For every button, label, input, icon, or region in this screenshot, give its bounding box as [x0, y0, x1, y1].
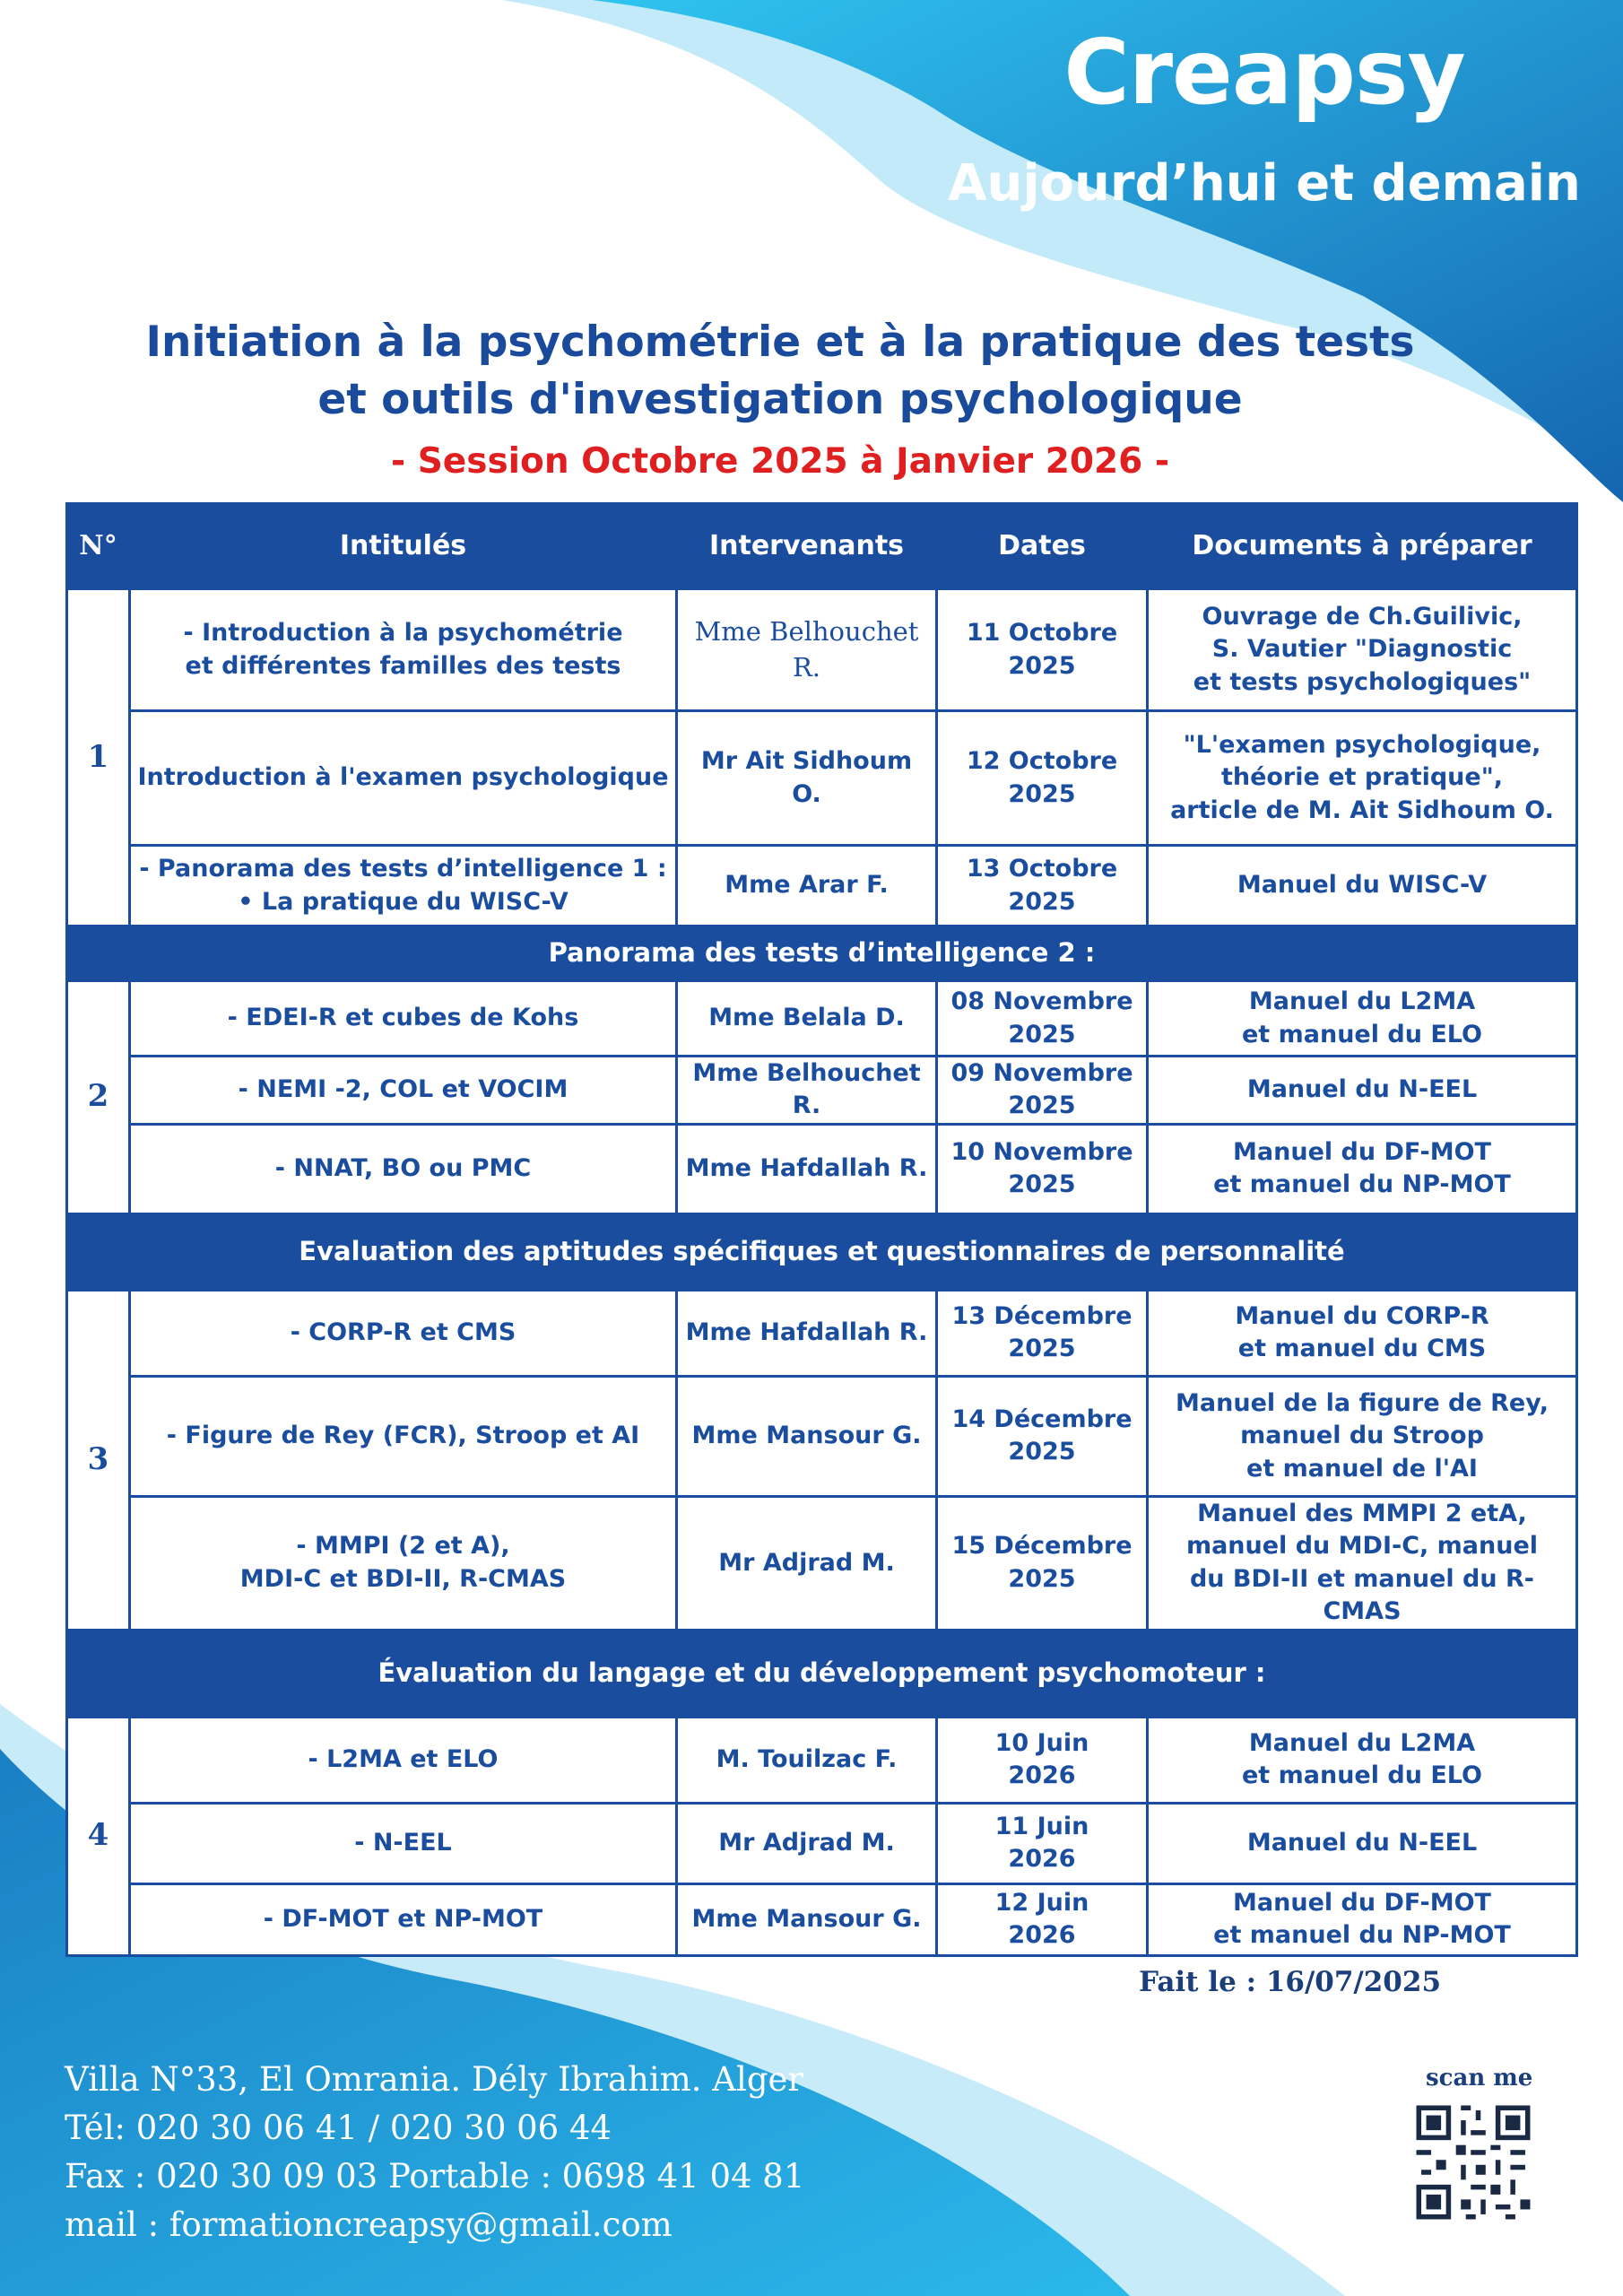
documents: Manuel de la figure de Rey, manuel du Stroop et manuel de l'AI: [1148, 1376, 1577, 1496]
documents: Ouvrage de Ch.Guilivic, S. Vautier "Diagnostic et tests psychologiques": [1148, 589, 1577, 711]
column-header-speaker: Intervenants: [677, 504, 937, 589]
qr-code-icon[interactable]: [1411, 2100, 1535, 2224]
module-number: 2: [67, 981, 130, 1214]
date: 12 Juin 2026: [937, 1883, 1148, 1955]
speaker: Mr Adjrad M.: [677, 1496, 937, 1630]
section-heading-row: [67, 1630, 1577, 1717]
speaker: Mme Hafdallah R.: [677, 1124, 937, 1213]
schedule-table: [65, 502, 1578, 1957]
table-row: [67, 711, 1577, 846]
session-subtitle: - Session Octobre 2025 à Janvier 2026 -: [390, 441, 1170, 482]
column-header-date: Dates: [937, 504, 1148, 589]
section-heading: Évaluation du langage et du développement psychomoteur :: [67, 1630, 1577, 1717]
documents: Manuel du N-EEL: [1148, 1803, 1577, 1883]
table-row: [67, 981, 1577, 1057]
speaker: M. Touilzac F.: [677, 1717, 937, 1803]
document-title-line-1: Initiation à la psychométrie et à la pratique des tests: [145, 317, 1415, 367]
table-row: [67, 1124, 1577, 1213]
table-row: [67, 1496, 1577, 1630]
table-row: [67, 1803, 1577, 1883]
documents: Manuel du L2MA et manuel du ELO: [1148, 981, 1577, 1057]
table-row: [67, 1883, 1577, 1955]
table-header-row: [67, 504, 1577, 589]
made-on-date: Fait le : 16/07/2025: [1139, 1966, 1442, 1998]
speaker: Mme Belhouchet R.: [677, 589, 937, 711]
course-title: - NNAT, BO ou PMC: [130, 1124, 677, 1213]
column-header-title: Intitulés: [130, 504, 677, 589]
speaker: Mme Mansour G.: [677, 1883, 937, 1955]
speaker: Mme Arar F.: [677, 846, 937, 926]
documents: Manuel du L2MA et manuel du ELO: [1148, 1717, 1577, 1803]
course-title: - NEMI -2, COL et VOCIM: [130, 1057, 677, 1125]
date: 11 Octobre 2025: [937, 589, 1148, 711]
section-heading-row: [67, 1213, 1577, 1290]
course-title: - DF-MOT et NP-MOT: [130, 1883, 677, 1955]
course-title: - Figure de Rey (FCR), Stroop et AI: [130, 1376, 677, 1496]
brand-name: Creapsy: [1063, 20, 1465, 125]
course-title: - L2MA et ELO: [130, 1717, 677, 1803]
address: Villa N°33, El Omrania. Dély Ibrahim. Alger: [65, 2060, 804, 2099]
section-heading-row: [67, 926, 1577, 981]
speaker: Mme Hafdallah R.: [677, 1290, 937, 1376]
course-title: - Panorama des tests d’intelligence 1 : • La pratique du WISC-V: [130, 846, 677, 926]
speaker: Mme Belhouchet R.: [677, 1057, 937, 1125]
phone: Tél: 020 30 06 41 / 020 30 06 44: [65, 2109, 612, 2147]
documents: Manuel du DF-MOT et manuel du NP-MOT: [1148, 1883, 1577, 1955]
fax: Fax : 020 30 09 03 Portable : 0698 41 04 81: [65, 2157, 805, 2196]
date: 11 Juin 2026: [937, 1803, 1148, 1883]
date: 13 Décembre 2025: [937, 1290, 1148, 1376]
section-heading: Panorama des tests d’intelligence 2 :: [67, 926, 1577, 981]
email-link[interactable]: mail : formationcreapsy@gmail.com: [65, 2205, 673, 2244]
section-heading: Evaluation des aptitudes spécifiques et questionnaires de personnalité: [67, 1213, 1577, 1290]
course-title: Introduction à l'examen psychologique: [130, 711, 677, 846]
table-row: [67, 589, 1577, 711]
documents: Manuel du N-EEL: [1148, 1057, 1577, 1125]
course-title: - EDEI-R et cubes de Kohs: [130, 981, 677, 1057]
column-header-number: N°: [67, 504, 130, 589]
speaker: Mme Mansour G.: [677, 1376, 937, 1496]
course-title: - N-EEL: [130, 1803, 677, 1883]
module-number: 3: [67, 1290, 130, 1630]
table-row: [67, 846, 1577, 926]
table-row: [67, 1057, 1577, 1125]
documents: Manuel des MMPI 2 etA, manuel du MDI-C, manuel du BDI-II et manuel du R-CMAS: [1148, 1496, 1577, 1630]
date: 15 Décembre 2025: [937, 1496, 1148, 1630]
speaker: Mme Belala D.: [677, 981, 937, 1057]
table-row: [67, 1717, 1577, 1803]
documents: Manuel du WISC-V: [1148, 846, 1577, 926]
date: 13 Octobre 2025: [937, 846, 1148, 926]
date: 12 Octobre 2025: [937, 711, 1148, 846]
brand-tagline: Aujourd’hui et demain: [948, 154, 1581, 213]
table-row: [67, 1290, 1577, 1376]
date: 10 Novembre 2025: [937, 1124, 1148, 1213]
speaker: Mr Adjrad M.: [677, 1803, 937, 1883]
document-title-line-2: et outils d'investigation psychologique: [317, 375, 1243, 424]
scan-label: scan me: [1426, 2065, 1533, 2092]
documents: Manuel du DF-MOT et manuel du NP-MOT: [1148, 1124, 1577, 1213]
module-number: 1: [67, 589, 130, 926]
contact-block: [65, 2056, 804, 2249]
date: 10 Juin 2026: [937, 1717, 1148, 1803]
documents: Manuel du CORP-R et manuel du CMS: [1148, 1290, 1577, 1376]
date: 09 Novembre 2025: [937, 1057, 1148, 1125]
date: 08 Novembre 2025: [937, 981, 1148, 1057]
course-title: - Introduction à la psychométrie et différentes familles des tests: [130, 589, 677, 711]
documents: "L'examen psychologique, théorie et pratique", article de M. Ait Sidhoum O.: [1148, 711, 1577, 846]
course-title: - CORP-R et CMS: [130, 1290, 677, 1376]
module-number: 4: [67, 1717, 130, 1955]
table-row: [67, 1376, 1577, 1496]
speaker: Mr Ait Sidhoum O.: [677, 711, 937, 846]
column-header-documents: Documents à préparer: [1148, 504, 1577, 589]
date: 14 Décembre 2025: [937, 1376, 1148, 1496]
course-title: - MMPI (2 et A), MDI-C et BDI-II, R-CMAS: [130, 1496, 677, 1630]
